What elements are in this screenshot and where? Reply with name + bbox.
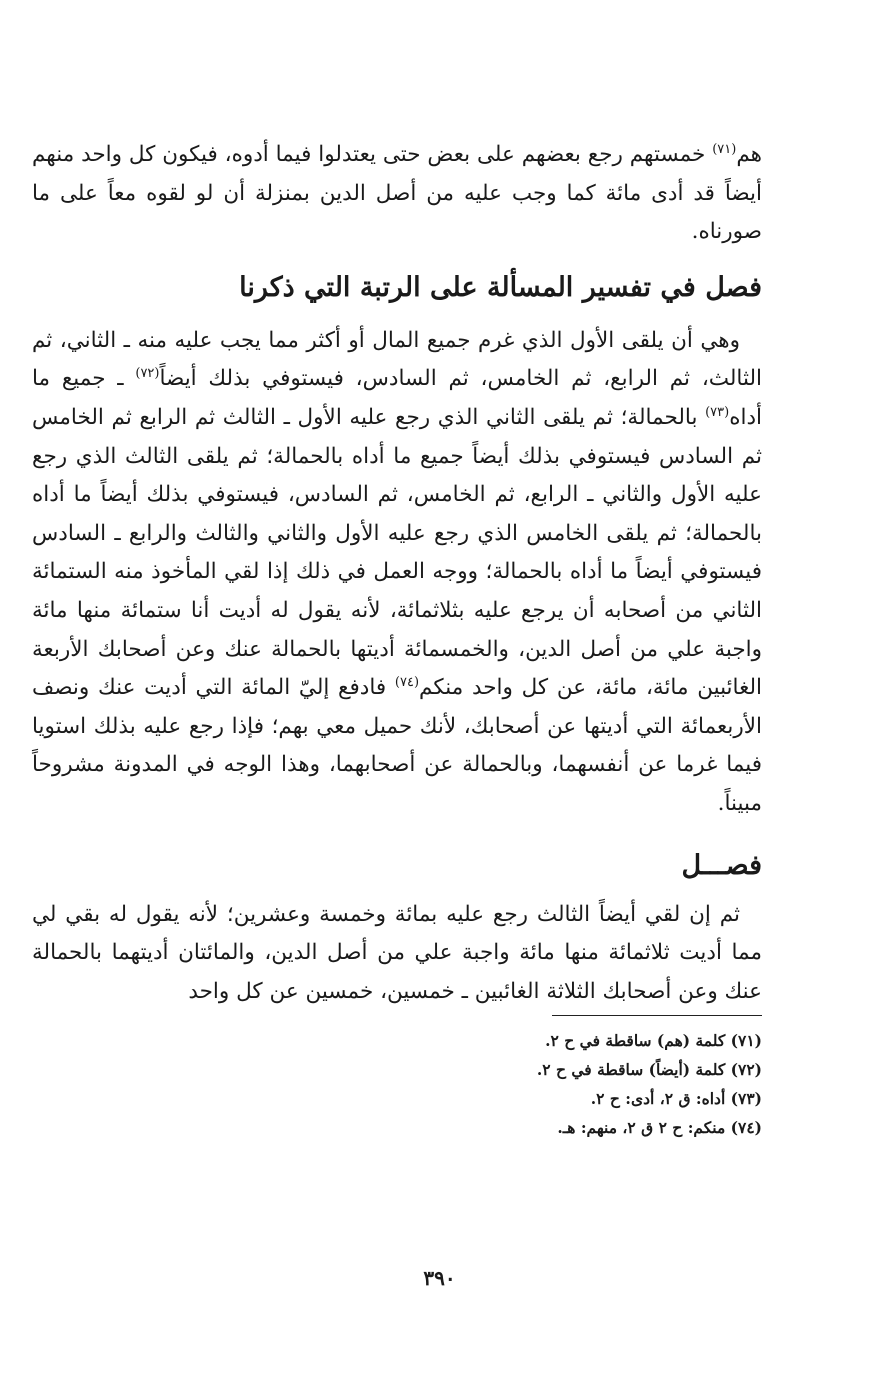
footnote-71: (٧١) كلمة (هم) ساقطة في ح ٢. <box>545 1031 762 1051</box>
section1-text-2: ـ جميع ما أداه <box>32 366 762 430</box>
footnote-ref-73[interactable]: (٧٣) <box>705 404 730 420</box>
section-heading-fasl: فصـــل <box>681 849 762 881</box>
intro-text-start: هم <box>736 142 762 167</box>
footnote-73: (٧٣) أداه: ق ٢، أدى: ح ٢. <box>590 1089 762 1109</box>
intro-text-rest: خمستهم رجع بعضهم على بعض حتى يعتدلوا فيما أدوه، فيكون كل واحد منهم أيضاً قد أدى مائة كما وجب عليه من أصل الدين بمنزلة أن لو لقوه معاً على ما صورناه. <box>32 142 762 245</box>
document-page <box>32 136 762 1142</box>
page-number: ٣٩٠ <box>423 1266 456 1290</box>
footnote-ref-72[interactable]: (٧٢) <box>135 366 160 382</box>
footnote-ref-71[interactable]: (٧١) <box>712 141 737 157</box>
intro-paragraph <box>32 136 762 252</box>
footnote-ref-74[interactable]: (٧٤) <box>394 674 420 690</box>
footnotes <box>32 1026 762 1142</box>
section1-text-4: فادفع إليّ المائة التي أديت عنك ونصف الأربعمائة التي أديتها عن أصحابك، لأنك حميل معي بهم؛ فإذا رجع عليه بذلك استويا فيما غرما عن أنفسهما، وبالحمالة عن أصحابهما، وهذا الوجه في المدونة مشروحاً مبيناً. <box>32 675 762 816</box>
footnote-divider <box>552 1015 762 1016</box>
section1-paragraph <box>32 322 762 824</box>
section1-text-3: بالحمالة؛ ثم يلقى الثاني الذي رجع عليه الأول ـ الثالث ثم الرابع ثم الخامس ثم السادس فيستوفي بذلك أيضاً جميع ما أداه بالحمالة؛ ثم يلقى الثالث الذي رجع عليه الأول والثاني ـ الرابع، ثم الخامس، ثم السادس، فيستوفي بذلك أيضاً ما أداه بالحمالة؛ ثم يلقى الخامس الذي رجع عليه الأول والثاني والثالث والرابع ـ السادس فيستوفي أيضاً ما أداه بالحمالة؛ ووجه العمل في ذلك إذا لقي المأخوذ منه الستمائة الثاني من أصحابه أن يرجع عليه بثلاثمائة، لأنه يقول له أديت أنا ستمائة منها مائة واجبة علي من أصل الدين، والخمسمائة أديتها بالحمالة عنك وعن أصحابك الأربعة الغائبين مائة، مائة، عن كل واحد منكم <box>32 404 762 701</box>
footnote-74: (٧٤) منكم: ح ٢ ق ٢، منهم: هـ. <box>557 1118 762 1138</box>
section-heading-tafsir: فصل في تفسير المسألة على الرتبة التي ذكرنا <box>239 271 762 303</box>
section1-text-1: وهي أن يلقى الأول الذي غرم جميع المال أو أكثر مما يجب عليه منه ـ الثاني، ثم الثالث، ثم الرابع، ثم الخامس، ثم السادس، فيستوفي بذلك أيضاً <box>32 327 762 392</box>
footnote-72: (٧٢) كلمة (أيضاً) ساقطة في ح ٢. <box>536 1060 762 1080</box>
section2-paragraph: ثم إن لقي أيضاً الثالث رجع عليه بمائة وخمسة وعشرين؛ لأنه يقول له بقي لي مما أديت ثلاثمائة منها مائة واجبة علي من أصل الدين، والمائتان أديتهما بالحمالة عنك وعن أصحابك الثلاثة الغائبين ـ خمسين، خمسين عن كل واحد <box>32 901 762 1004</box>
